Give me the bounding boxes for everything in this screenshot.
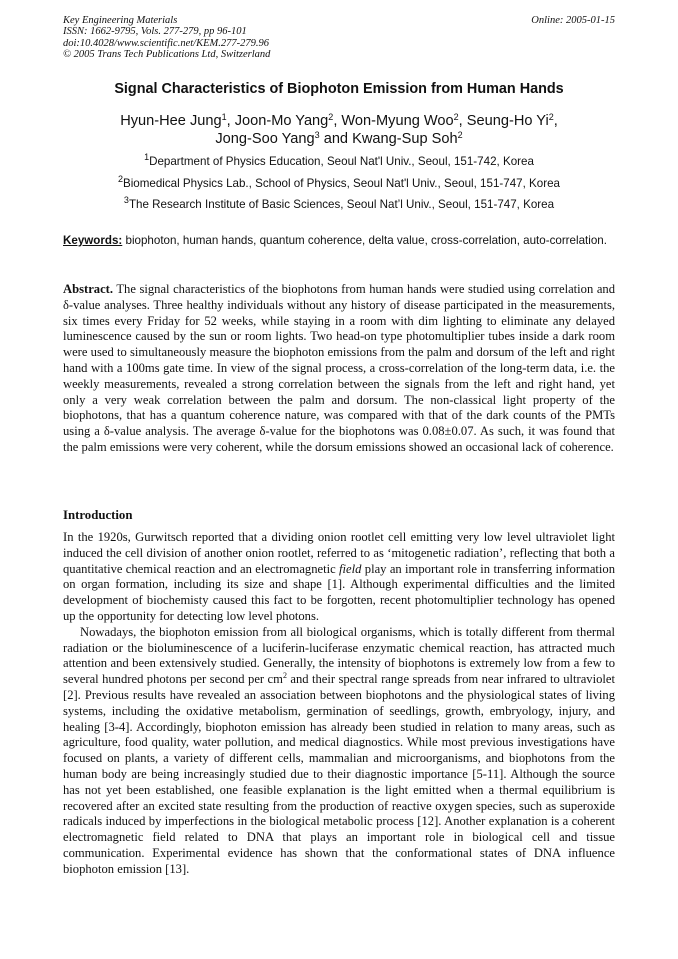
author-affil-sup: 2 <box>548 112 554 122</box>
author-name: Joon-Mo Yang <box>234 113 329 129</box>
author-affil-sup: 1 <box>221 112 227 122</box>
paper-title: Signal Characteristics of Biophoton Emission from Human Hands <box>114 81 564 97</box>
abstract-block <box>63 282 615 456</box>
author-name: Seung-Ho Yi <box>466 113 549 129</box>
intro-text: and their spectral range spreads from near infrared to ultraviolet [2]. Previous results have revealed an association between biophotons and the physiological states of living systems, including the oxidative metabolism, germination of seedlings, growth, embryology, injury, and healing [3-4]. Accordingly, biophoton emission has already been studied in relation to many areas, such as agriculture, food quality, water pollution, and medical diagnostics. While most previous investigations have focused on plants, a variety of different cells, mammalian and microorganisms, and biophotons from the human body are being increasingly studied due to their diagnostic importance [5-11]. Although the source has not yet been established, one feasible explanation is the light emitted when a thermal equilibrium is recovered after an excited state resulting from the production of reactive oxygen species, such as superoxide radicals induced by imperfections in the biological metabolic process [12]. Another explanation is a coherent electromagnetic field related to DNA that plays an important role in biological cell and tissue communication. Experimental evidence has shown that the conformational states of DNA influence biophoton emission [13]. <box>63 672 615 876</box>
author-name: Jong-Soo Yang <box>215 130 315 147</box>
affiliation-text: The Research Institute of Basic Sciences, Seoul Nat’l Univ., Seoul, 151-747, Korea <box>128 198 555 211</box>
author-conjunction: and <box>323 130 349 147</box>
intro-text: Nowadays, the biophoton emission from all biological organisms, which is totally different from thermal radiation or the bioluminescence of a luciferin-luciferase enzymatic chemical reaction, has attracted much attention and been extensively studied. Generally, the intensity of biophotons is extremely low from a few to several hundred photons per second per cm <box>63 624 615 687</box>
journal-header <box>63 15 615 60</box>
journal-name: Key Engineering Materials <box>63 15 178 26</box>
intro-emphasis: field <box>339 561 362 576</box>
keywords-text: biophoton, human hands, quantum coherence, delta value, cross-correlation, auto-correlation. <box>122 234 607 247</box>
affiliation-2 <box>40 174 638 190</box>
doi-line: doi:10.4028/www.scientific.net/KEM.277-279.96 <box>63 37 269 49</box>
affiliation-text: Biomedical Physics Lab., School of Physics, Seoul Nat'l Univ., Seoul, 151-747, Korea <box>123 177 560 190</box>
author-affil-sup: 2 <box>457 129 463 140</box>
keywords-label: Keywords: <box>63 234 123 247</box>
section-heading-introduction: Introduction <box>63 508 133 522</box>
author-list: Hyun-Hee Jung$^1$, Joon-Mo Yang$^2$, Won-Myung Woo$^2$, Seung-Ho Yi$^2$, Jong-Soo Yang$^3$ and Kwang-Sup Soh$^2$ <box>120 112 558 147</box>
author-affil-sup: 3 <box>314 129 320 140</box>
intro-paragraph-1 <box>63 530 615 625</box>
author-name: Hyun-Hee Jung <box>120 113 222 129</box>
keywords-block <box>63 234 615 249</box>
abstract-label: Abstract. <box>63 282 114 296</box>
author-affil-sup: 2 <box>453 112 459 122</box>
author-name: Kwang-Sup Soh <box>352 130 458 147</box>
affiliation-sup: 3 <box>123 195 129 205</box>
intro-text: In the 1920s, Gurwitsch reported that a dividing onion rootlet cell emitting very low level ultraviolet light induced the cell division of another onion rootlet, referred to as ‘mitogenetic radiation’, reflecting that both a quantitative chemical reaction and an electromagnetic <box>63 530 615 576</box>
issn-line: ISSN: 1662-9795, Vols. 277-279, pp 96-101 <box>63 26 247 38</box>
online-date: Online: 2005-01-15 <box>531 15 615 26</box>
affiliation-sup: 1 <box>144 152 150 162</box>
intro-superscript: 2 <box>282 671 287 681</box>
affiliation-3 <box>40 195 638 211</box>
affiliation-text: Department of Physics Education, Seoul Nat'l Univ., Seoul, 151-742, Korea <box>149 155 534 168</box>
abstract-text: The signal characteristics of the biophotons from human hands were studied using correlation and δ-value analyses. Three healthy individuals without any history of disease participated in the measurements, six times every Friday for 52 weeks, while staying in a room with dim lighting to eliminate any delayed luminescence caused by the sun or room lights. Two head-on type photomultiplier tubes inside a dark room were used to simultaneously measure the biophoton emissions from the palm and dorsum of the left and right hand with a 100ms gate time. In view of the signal process, a cross-correlation of the long-term data, i.e. the weekly measurements, revealed a strong correlation between the signals from the left and right hand, yet only a very weak correlation between the palm and dorsum. The non-classical light property of the biophotons, that has a quantum coherence nature, was compared with that of the dark counts of the PMTs using a δ-value analysis. The average δ-value for the biophotons was 0.08±0.07. As such, it was found that the palm emissions were very coherent, while the dorsum emissions showed an occasional lack of coherence. <box>63 282 615 454</box>
affiliation-sup: 2 <box>117 174 123 184</box>
copyright-line: © 2005 Trans Tech Publications Ltd, Switzerland <box>63 48 271 60</box>
intro-paragraph-2 <box>63 625 615 878</box>
author-affil-sup: 2 <box>328 112 334 122</box>
author-name: Won-Myung Woo <box>341 113 454 129</box>
introduction-body <box>63 530 615 878</box>
affiliation-1 <box>40 152 638 168</box>
intro-text: play an important role in transferring information on organ formation, including its size and shape [1]. Although experimental difficulties and the limited development of biochemisty caused this fact to be forgotten, recent photomultiplier technology has opened up the opportunity for detecting low level photons. <box>63 561 615 623</box>
